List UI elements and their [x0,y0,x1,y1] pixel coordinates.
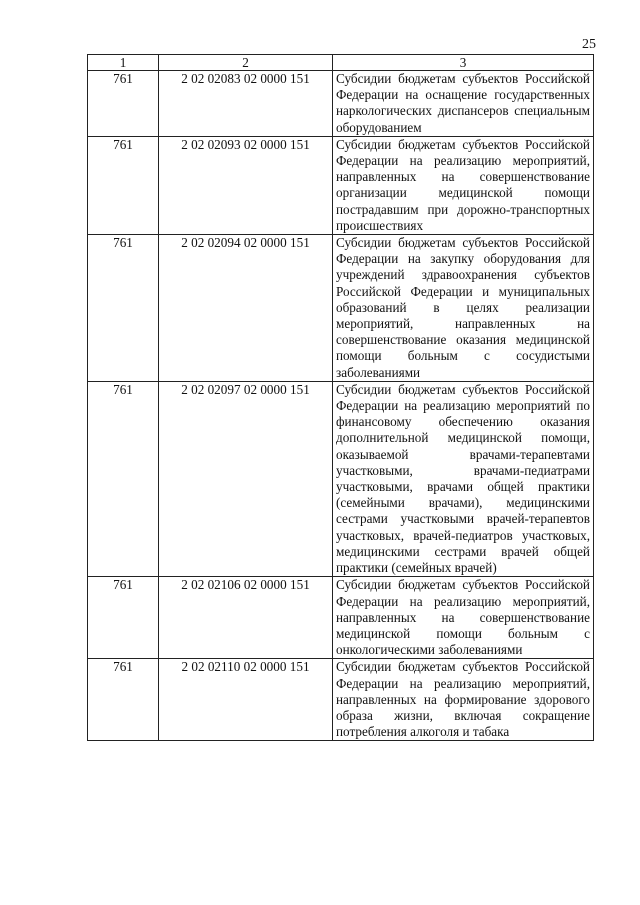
table-row [88,136,594,234]
description-cell: Субсидии бюджетам субъектов Российской Федерации на реализацию мероприятий, направленных на совершенствование организации медицинской помощи пострадавшим при дорожно-транспортных происшествиях [333,136,594,234]
table-row [88,71,594,137]
table-row [88,235,594,382]
description-cell: Субсидии бюджетам субъектов Российской Федерации на реализацию мероприятий, направленных на совершенствование медицинской помощи больным с онкологическими заболеваниями [333,577,594,659]
revenue-code-cell: 2 02 02093 02 0000 151 [159,136,333,234]
admin-code-cell: 761 [88,136,159,234]
header-cell-2: 2 [159,55,333,71]
description-cell: Субсидии бюджетам субъектов Российской Федерации на оснащение государственных наркологических диспансеров специальным оборудованием [333,71,594,137]
revenue-code-cell: 2 02 02083 02 0000 151 [159,71,333,137]
admin-code-cell: 761 [88,577,159,659]
budget-revenue-table [87,54,594,741]
page-number: 25 [582,37,596,52]
table-row [88,381,594,576]
admin-code-cell: 761 [88,235,159,382]
description-cell: Субсидии бюджетам субъектов Российской Федерации на реализацию мероприятий, направленных на формирование здорового образа жизни, включая сокращение потребления алкоголя и табака [333,659,594,741]
header-cell-3: 3 [333,55,594,71]
revenue-code-cell: 2 02 02097 02 0000 151 [159,381,333,576]
admin-code-cell: 761 [88,659,159,741]
admin-code-cell: 761 [88,71,159,137]
description-cell: Субсидии бюджетам субъектов Российской Федерации на закупку оборудования для учреждений здравоохранения субъектов Российской Федерации и муниципальных образований в целях реализации мероприятий, направленных на совершенствование оказания медицинской помощи больным с сосудистыми заболеваниями [333,235,594,382]
revenue-code-cell: 2 02 02094 02 0000 151 [159,235,333,382]
header-cell-1: 1 [88,55,159,71]
table-row [88,659,594,741]
header-row [88,55,594,71]
description-cell: Субсидии бюджетам субъектов Российской Федерации на реализацию мероприятий по финансовому обеспечению оказания дополнительной медицинской помощи, оказываемой врачами-терапевтами участковыми, врачами-педиатрами участковыми, врачами общей практики (семейными врачами), медицинскими сестрами участковыми врачей-терапевтов участковых, врачей-педиатров участковых, медицинскими сестрами врачей общей практики (семейных врачей) [333,381,594,576]
revenue-code-cell: 2 02 02106 02 0000 151 [159,577,333,659]
admin-code-cell: 761 [88,381,159,576]
table-row [88,577,594,659]
revenue-code-cell: 2 02 02110 02 0000 151 [159,659,333,741]
